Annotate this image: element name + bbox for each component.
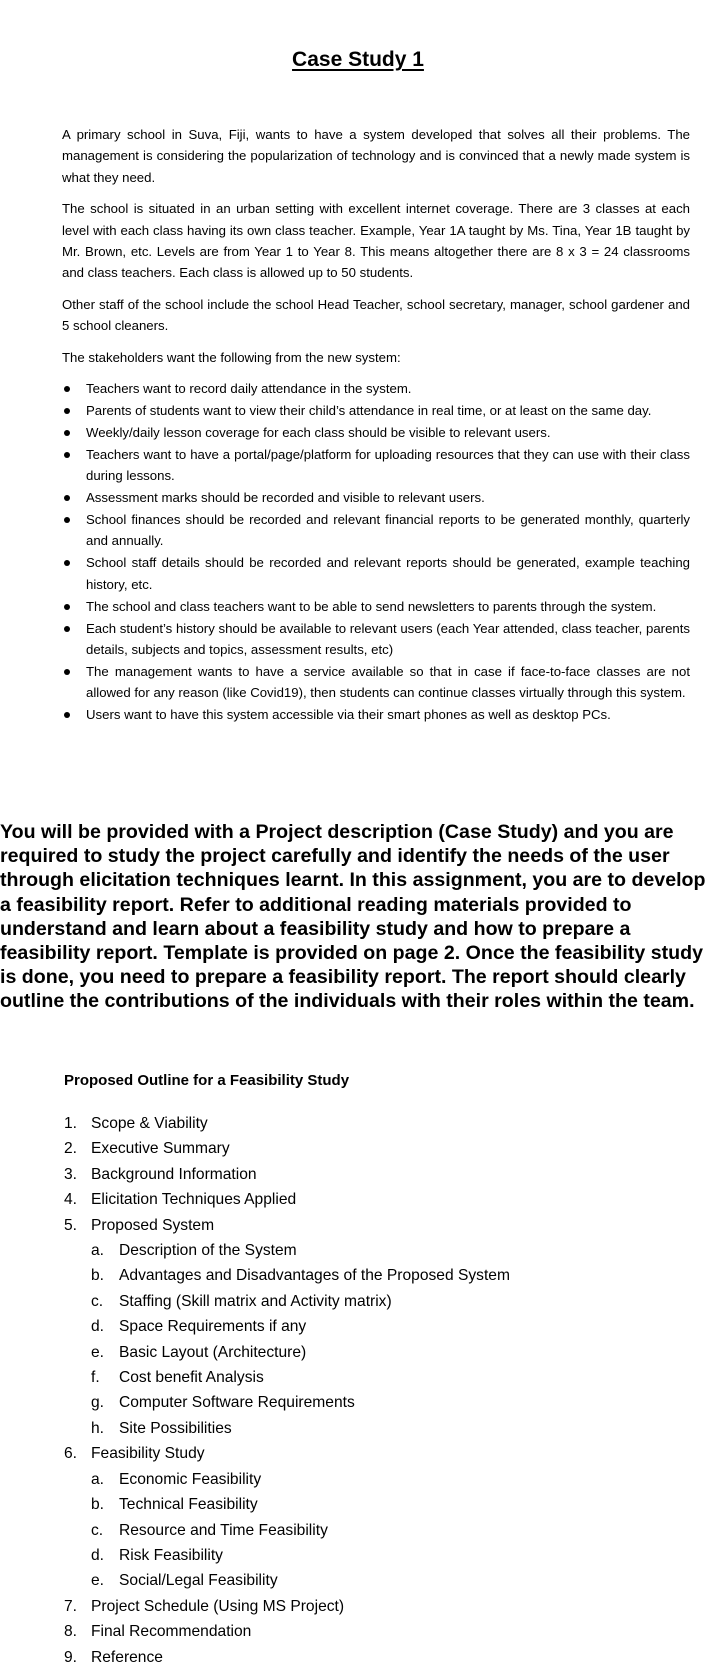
- outline-number: 8.: [64, 1623, 78, 1641]
- outline-label: Final Recommendation: [91, 1623, 252, 1641]
- requirements-list: [62, 378, 690, 726]
- requirement-item: [62, 661, 690, 704]
- outline-list: [64, 1111, 684, 1670]
- outline-subitem: [64, 1289, 684, 1314]
- case-study-body: [62, 124, 690, 726]
- bullet-icon: [64, 430, 70, 436]
- outline-sublabel: Economic Feasibility: [119, 1470, 262, 1488]
- bullet-icon: [64, 495, 70, 501]
- requirement-item: [62, 509, 690, 552]
- outline-sublabel: Risk Feasibility: [119, 1546, 223, 1564]
- outline-sublabel: Cost benefit Analysis: [119, 1369, 264, 1387]
- outline-sublist: [64, 1467, 684, 1594]
- outline-number: 9.: [64, 1648, 78, 1666]
- case-study-paragraph: The school is situated in an urban setting with excellent internet coverage. There are 3 classes at each level with each class having its own class teacher. Example, Year 1A taught by Ms. Tina, Year 1B taught by Mr. Brown, etc. Levels are from Year 1 to Year 8. This means altogether there are 8 x 3 = 24 classrooms and class teachers. Each class is allowed up to 50 students.: [62, 201, 690, 281]
- outline-subitem: [64, 1467, 684, 1492]
- outline-sublabel: Computer Software Requirements: [119, 1394, 355, 1412]
- bullet-icon: [64, 386, 70, 392]
- outline-sublabel: Basic Layout (Architecture): [119, 1343, 307, 1361]
- outline-item: [64, 1645, 684, 1670]
- outline-item: [64, 1594, 684, 1619]
- bullet-icon: [64, 712, 70, 718]
- outline-sublabel: Resource and Time Feasibility: [119, 1521, 328, 1539]
- outline-subitem: [64, 1238, 684, 1263]
- outline-sublist-wrapper: [64, 1238, 684, 1441]
- outline-subitem: [64, 1263, 684, 1288]
- outline-label: Scope & Viability: [91, 1115, 208, 1132]
- outline-letter: b.: [91, 1267, 105, 1285]
- outline-item: [64, 1187, 684, 1212]
- requirement-item: [62, 400, 690, 421]
- outline-number: 5.: [64, 1216, 78, 1234]
- outline-item: [64, 1441, 684, 1466]
- requirement-item: [62, 596, 690, 617]
- requirement-text: Teachers want to record daily attendance in the system.: [86, 381, 412, 397]
- bullet-icon: [64, 452, 70, 458]
- requirement-item: [62, 618, 690, 661]
- outline-sublabel: Site Possibilities: [119, 1419, 232, 1437]
- requirement-text: Teachers want to have a portal/page/platform for uploading resources that they can use with their class during lessons.: [86, 446, 690, 484]
- outline-sublabel: Advantages and Disadvantages of the Proposed System: [119, 1267, 510, 1285]
- outline-sublabel: Space Requirements if any: [119, 1318, 307, 1336]
- feasibility-outline: [64, 1072, 684, 1670]
- bullet-icon: [64, 408, 70, 414]
- requirement-item: [62, 444, 690, 487]
- outline-sublabel: Staffing (Skill matrix and Activity matrix): [119, 1292, 392, 1310]
- outline-letter: f.: [91, 1369, 100, 1387]
- outline-item: [64, 1213, 684, 1238]
- requirement-item: [62, 704, 690, 725]
- outline-sublabel: Description of the System: [119, 1242, 297, 1260]
- outline-number: 6.: [64, 1445, 78, 1463]
- bullet-icon: [64, 517, 70, 523]
- outline-subitem: [64, 1390, 684, 1415]
- outline-subitem: [64, 1340, 684, 1365]
- requirement-text: Assessment marks should be recorded and visible to relevant users.: [86, 490, 485, 506]
- outline-label: Proposed System: [91, 1216, 215, 1234]
- bullet-icon: [64, 604, 70, 610]
- outline-label: Executive Summary: [91, 1140, 230, 1158]
- outline-label: Reference: [91, 1648, 163, 1666]
- outline-letter: e.: [91, 1572, 105, 1590]
- outline-subitem: [64, 1416, 684, 1441]
- outline-letter: c.: [91, 1292, 104, 1310]
- outline-sublabel: Social/Legal Feasibility: [119, 1572, 278, 1590]
- requirement-text: Users want to have this system accessible via their smart phones as well as desktop PCs.: [86, 707, 611, 723]
- outline-letter: a.: [91, 1242, 105, 1260]
- outline-number: 3.: [64, 1165, 78, 1183]
- assignment-instructions: You will be provided with a Project description (Case Study) and you are required to study the project carefully and identify the needs of the user through elicitation techniques learnt. In this assignment, you are to develop a feasibility report. Refer to additional reading materials provided to understand and learn about a feasibility study and how to prepare a feasibility report. Template is provided on page 2. Once the feasibility study is done, you need to prepare a feasibility report. The report should clearly outline the contributions of the individuals with their roles within the team.: [0, 821, 706, 1013]
- outline-letter: b.: [91, 1496, 105, 1514]
- outline-letter: d.: [91, 1318, 105, 1336]
- outline-letter: c.: [91, 1521, 104, 1539]
- outline-label: Project Schedule (Using MS Project): [91, 1597, 345, 1615]
- outline-item: [64, 1136, 684, 1161]
- outline-letter: g.: [91, 1394, 105, 1412]
- requirement-item: [62, 552, 690, 595]
- requirement-text: School finances should be recorded and relevant financial reports to be generated monthly, quarterly and annually.: [86, 512, 690, 549]
- outline-subitem: [64, 1314, 684, 1339]
- case-study-paragraph: The stakeholders want the following from the new system:: [62, 349, 401, 365]
- requirement-item: [62, 487, 690, 508]
- outline-subitem: [64, 1365, 684, 1390]
- outline-item: [64, 1162, 684, 1187]
- outline-letter: a.: [91, 1470, 105, 1488]
- case-study-paragraph: Other staff of the school include the school Head Teacher, school secretary, manager, school gardener and 5 school cleaners.: [62, 296, 690, 334]
- outline-subitem: [64, 1518, 684, 1543]
- outline-subitem: [64, 1568, 684, 1593]
- requirement-text: The school and class teachers want to be able to send newsletters to parents through the system.: [86, 598, 657, 614]
- bullet-icon: [64, 626, 70, 632]
- outline-number: 4.: [64, 1191, 78, 1209]
- case-study-paragraph: A primary school in Suva, Fiji, wants to have a system developed that solves all their problems. The management is considering the popularization of technology and is convinced that a newly made system is what they need.: [62, 127, 690, 185]
- requirement-item: [62, 422, 690, 443]
- outline-heading: Proposed Outline for a Feasibility Study: [64, 1072, 350, 1089]
- document-title: Case Study 1: [292, 48, 424, 71]
- bullet-icon: [64, 669, 70, 675]
- outline-subitem: [64, 1543, 684, 1568]
- requirement-text: The management wants to have a service available so that in case if face-to-face classes are not allowed for any reason (like Covid19), then students can continue classes virtually through this system.: [86, 663, 690, 701]
- outline-label: Elicitation Techniques Applied: [91, 1191, 297, 1209]
- outline-item: [64, 1619, 684, 1644]
- outline-item: [64, 1111, 684, 1136]
- outline-label: Feasibility Study: [91, 1445, 205, 1463]
- requirement-text: Parents of students want to view their child’s attendance in real time, or at least on the same day.: [86, 402, 652, 418]
- bullet-icon: [64, 560, 70, 566]
- requirement-text: Weekly/daily lesson coverage for each class should be visible to relevant users.: [86, 424, 551, 440]
- requirement-text: School staff details should be recorded and relevant reports should be generated, example teaching history, etc.: [86, 555, 690, 592]
- outline-label: Background Information: [91, 1165, 257, 1183]
- outline-sublabel: Technical Feasibility: [119, 1496, 258, 1514]
- outline-number: 7.: [64, 1597, 78, 1615]
- outline-number: 2.: [64, 1140, 78, 1158]
- outline-letter: d.: [91, 1546, 105, 1564]
- outline-sublist-wrapper: [64, 1467, 684, 1594]
- outline-subitem: [64, 1492, 684, 1517]
- outline-letter: e.: [91, 1343, 105, 1361]
- outline-letter: h.: [91, 1419, 105, 1437]
- requirement-text: Each student’s history should be available to relevant users (each Year attended, class teacher, parents details, subjects and topics, assessment results, etc): [86, 620, 690, 657]
- outline-sublist: [64, 1238, 684, 1441]
- requirement-item: [62, 378, 690, 399]
- outline-number: 1.: [64, 1115, 78, 1132]
